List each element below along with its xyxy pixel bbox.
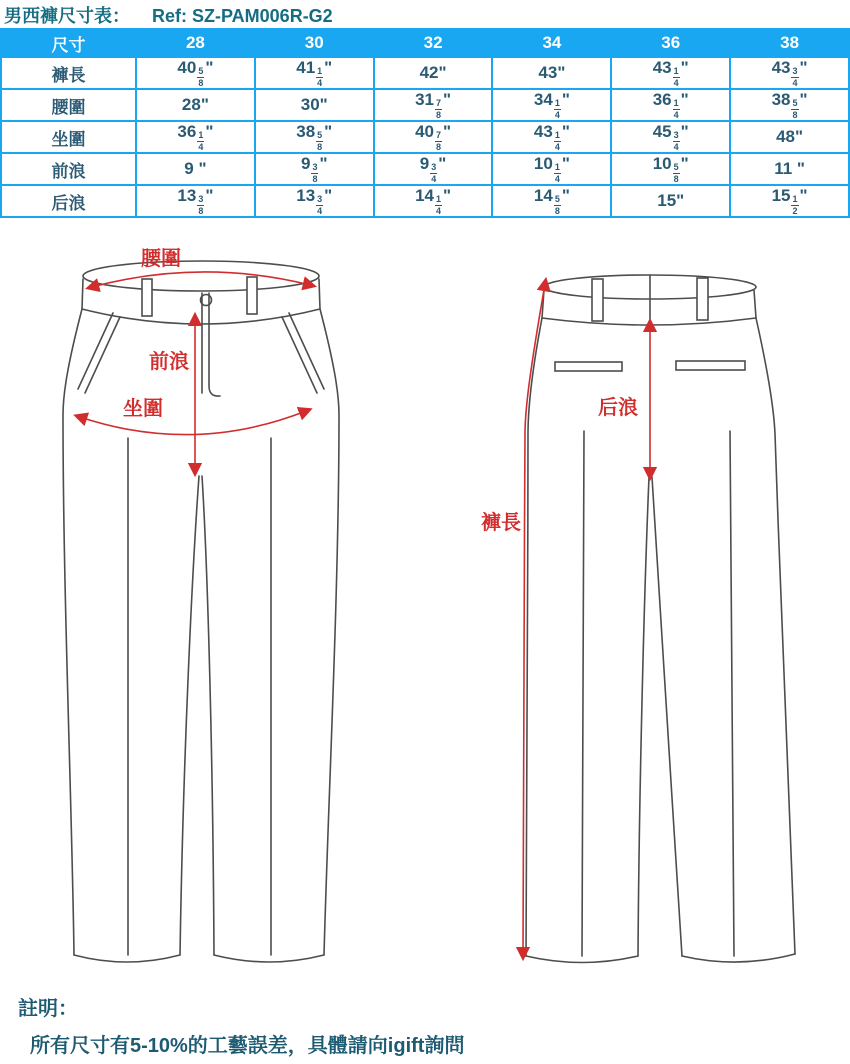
- page-title: [4, 2, 850, 28]
- header-size-30: 30: [255, 29, 374, 57]
- cell-value: 30": [255, 89, 374, 121]
- row-label-hip: 坐圍: [1, 121, 136, 153]
- front-rise-label: 前浪: [149, 351, 189, 373]
- hip-measure-arc: [80, 411, 306, 435]
- size-table: [0, 28, 850, 218]
- cell-value: 15": [611, 185, 730, 217]
- front-annotations: [80, 246, 310, 470]
- row-label-front-rise: 前浪: [1, 153, 136, 185]
- header-size-28: 28: [136, 29, 255, 57]
- cell-value: 14 $\frac{5}{8}$ ": [492, 185, 611, 217]
- fly-seam: [202, 293, 220, 396]
- cell-value: 43 $\frac{3}{4}$ ": [730, 57, 849, 89]
- header-size-34: 34: [492, 29, 611, 57]
- belt-loop: [142, 279, 152, 316]
- cell-value: 41 $\frac{1}{4}$ ": [255, 57, 374, 89]
- footnote-heading: 註明：: [18, 998, 78, 1020]
- cell-value: 11 ": [730, 153, 849, 185]
- ref-code: Ref: SZ-PAM006R-G2: [152, 6, 333, 26]
- back-rise-label: 后浪: [598, 397, 638, 419]
- hip-label: 坐圍: [123, 398, 163, 420]
- row-label-back-rise: 后浪: [1, 185, 136, 217]
- cell-value: 10 $\frac{5}{8}$ ": [611, 153, 730, 185]
- row-label-pant-length: 褲長: [1, 57, 136, 89]
- cell-value: 15 $\frac{1}{2}$ ": [730, 185, 849, 217]
- cell-value: 9 $\frac{3}{4}$ ": [374, 153, 493, 185]
- header-size-label: 尺寸: [1, 29, 136, 57]
- row-label-waist: 腰圍: [1, 89, 136, 121]
- table-row: [1, 153, 849, 185]
- cell-value: 9 ": [136, 153, 255, 185]
- footnote: [18, 992, 838, 1058]
- header-size-32: 32: [374, 29, 493, 57]
- cell-value: 9 $\frac{3}{8}$ ": [255, 153, 374, 185]
- back-view-drawing: [468, 266, 808, 983]
- cell-value: 36 $\frac{1}{4}$ ": [611, 89, 730, 121]
- cell-value: 13 $\frac{3}{4}$ ": [255, 185, 374, 217]
- cell-value: 45 $\frac{3}{4}$ ": [611, 121, 730, 153]
- cell-value: 38 $\frac{5}{8}$ ": [255, 121, 374, 153]
- table-header-row: [1, 29, 849, 57]
- cell-value: 42": [374, 57, 493, 89]
- front-pocket-left: [78, 313, 120, 393]
- cell-value: 48": [730, 121, 849, 153]
- cell-value: 43 $\frac{1}{4}$ ": [611, 57, 730, 89]
- front-trouser-outline: [63, 261, 339, 962]
- cell-value: 43 $\frac{1}{4}$ ": [492, 121, 611, 153]
- cell-value: 28": [136, 89, 255, 121]
- table-row: [1, 121, 849, 153]
- back-pocket-left: [555, 362, 622, 371]
- waist-measure-arc: [92, 272, 310, 287]
- table-row: [1, 57, 849, 89]
- cell-value: 13 $\frac{3}{8}$ ": [136, 185, 255, 217]
- front-pocket-right: [282, 313, 324, 393]
- belt-loop: [697, 278, 708, 320]
- back-trouser-outline: [526, 275, 795, 963]
- front-view-drawing: [56, 243, 348, 983]
- belt-loop: [592, 279, 603, 321]
- length-label: 褲長: [481, 512, 521, 534]
- footnote-body: 所有尺寸有5-10%的工藝誤差，具體請向igift詢問: [30, 1035, 465, 1057]
- header-size-38: 38: [730, 29, 849, 57]
- cell-value: 40 $\frac{5}{8}$ ": [136, 57, 255, 89]
- cell-value: 36 $\frac{1}{4}$ ": [136, 121, 255, 153]
- waist-label: 腰圍: [141, 248, 181, 270]
- cell-value: 43": [492, 57, 611, 89]
- table-row: [1, 185, 849, 217]
- cell-value: 40 $\frac{7}{8}$ ": [374, 121, 493, 153]
- title-text: 男西褲尺寸表：: [4, 6, 130, 26]
- cell-value: 31 $\frac{7}{8}$ ": [374, 89, 493, 121]
- back-pocket-right: [676, 361, 745, 370]
- back-annotations: [481, 284, 650, 954]
- table-row: [1, 89, 849, 121]
- header-size-36: 36: [611, 29, 730, 57]
- cell-value: 38 $\frac{5}{8}$ ": [730, 89, 849, 121]
- belt-loop: [247, 277, 257, 314]
- cell-value: 10 $\frac{1}{4}$ ": [492, 153, 611, 185]
- cell-value: 14 $\frac{1}{4}$ ": [374, 185, 493, 217]
- cell-value: 34 $\frac{1}{4}$ ": [492, 89, 611, 121]
